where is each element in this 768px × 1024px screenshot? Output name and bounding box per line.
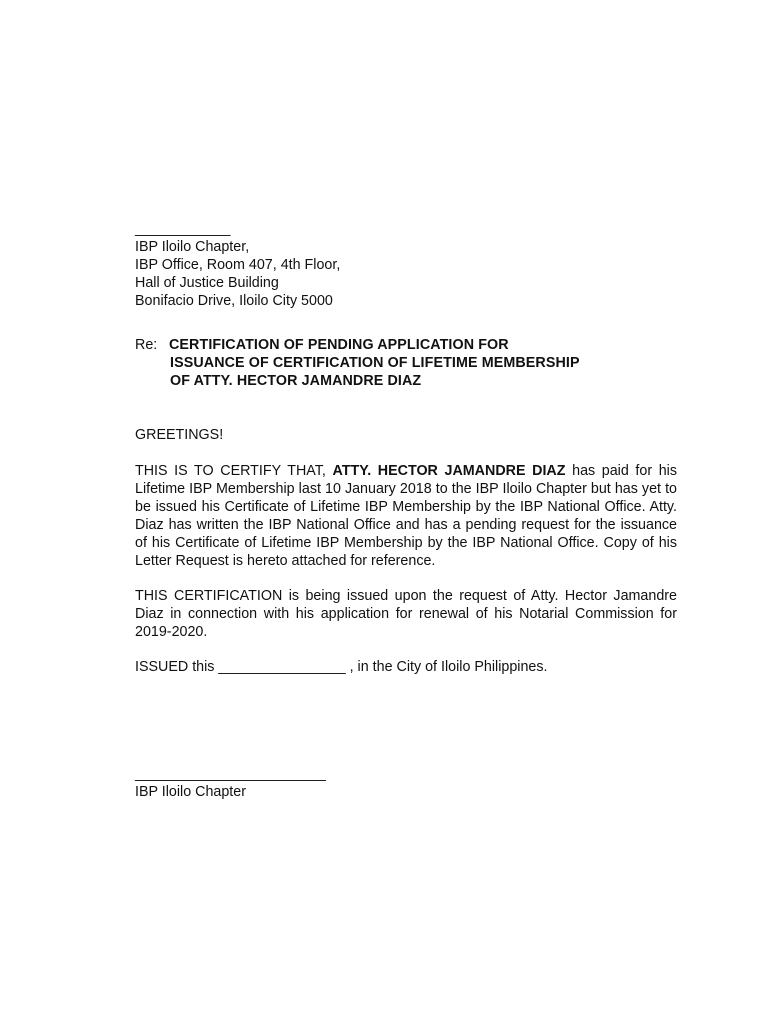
subject-line-3: OF ATTY. HECTOR JAMANDRE DIAZ [170,373,422,389]
address-line-2: IBP Office, Room 407, 4th Floor, [135,257,341,273]
signature-block [135,765,677,801]
address-line-3: Hall of Justice Building [135,275,279,291]
subject-text [169,336,677,390]
attorney-name: ATTY. HECTOR JAMANDRE DIAZ [332,463,566,479]
certification-paragraph [135,462,677,570]
subject-prefix: Re: [135,337,158,353]
address-line-4: Bonifacio Drive, Iloilo City 5000 [135,293,333,309]
purpose-paragraph: THIS CERTIFICATION is being issued upon the request of Atty. Hector Jamandre Diaz in connection with his application for renewal of his Notarial Commission for 2019-2020. [135,588,677,640]
signature-label: IBP Iloilo Chapter [135,784,246,800]
certification-body: has paid for his Lifetime IBP Membership last 10 January 2018 to the IBP Iloilo Chapter but has yet to be issued his Certificate of Lifetime IBP Membership by the IBP National Office. Atty. Diaz has written the IBP National Office and has a pending request for the issuance of his Certificate of Lifetime IBP Membership by the IBP National Office. Copy of his Letter Request is hereto attached for reference. [135,463,677,569]
address-block [135,220,677,310]
certification-lead: THIS IS TO CERTIFY THAT, [135,463,333,479]
signature-line: ________________________ [135,766,326,782]
subject-line-1: CERTIFICATION OF PENDING APPLICATION FOR [169,337,509,353]
issued-line: ISSUED this ________________ , in the City of Iloilo Philippines. [135,659,548,675]
greeting: GREETINGS! [135,427,224,443]
subject-line-2: ISSUANCE OF CERTIFICATION OF LIFETIME MEMBERSHIP [170,355,580,371]
address-blank-line: ____________ [135,221,231,237]
address-line-1: IBP Iloilo Chapter, [135,239,250,255]
